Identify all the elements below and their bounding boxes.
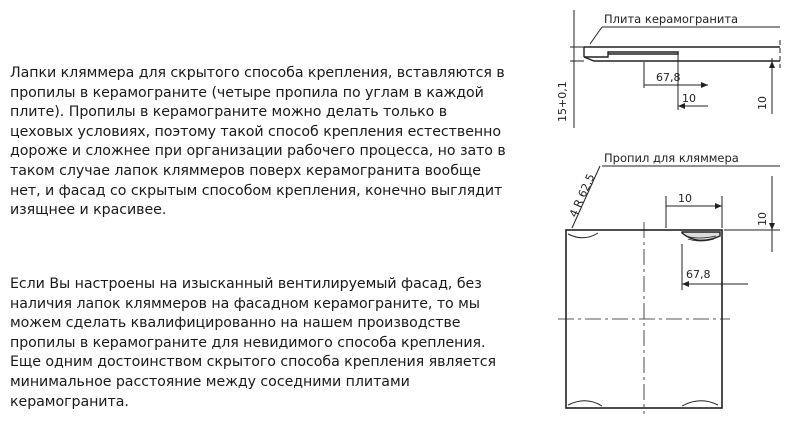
front-view-slot-bottom-right — [682, 401, 718, 406]
front-view-slot-top-left — [568, 233, 598, 238]
front-view-length-label: 67,8 — [686, 268, 711, 281]
front-view-right-arrow — [769, 223, 775, 230]
top-view-length-label: 67,8 — [656, 71, 681, 84]
front-view-length-arrow — [682, 281, 689, 287]
top-view-inner-label: 10 — [682, 92, 696, 105]
top-view-section — [556, 10, 780, 128]
front-view-title: Пропил для кляммера — [604, 151, 739, 165]
top-view-slab-outline — [584, 47, 780, 61]
front-view-radius-label: 4 R 62,5 — [566, 171, 598, 220]
front-view-slot-bottom-left — [568, 401, 602, 406]
top-view-right-arrow — [769, 61, 775, 68]
front-view-top-arrow — [715, 203, 722, 209]
front-view-right-label: 10 — [756, 212, 769, 226]
description-paragraph-2: Если Вы настроены на изысканный вентилируемый фасад, без наличия лапок кляммеров на фасадном керамограните, то мы можем сделать квалифицированно на нашем производстве пропилы в керамограните для невидимого способа крепления. Еще одним достоинством скрытого способа крепления является минимальное расстояние между соседними плитами керамогранита. — [10, 276, 497, 410]
clamp-slot-technical-drawing — [548, 0, 799, 423]
top-view-title: Плита керамогранита — [604, 12, 739, 26]
top-view-leader-tick — [590, 27, 602, 44]
top-view-height-label: 15+0,1 — [556, 81, 569, 122]
top-view-right-label: 10 — [756, 96, 769, 110]
front-view-section — [558, 151, 780, 414]
front-view-top-label: 10 — [678, 192, 692, 205]
top-view-length-arrow — [701, 82, 708, 88]
description-paragraph-1: Лапки кляммера для скрытого способа крепления, вставляются в пропилы в керамограните (четыре пропила по углам в каждой плите). Пропилы в керамограните можно делать только в цеховых условиях, поэтому такой способ крепления естественно дороже и сложнее при организации рабочего процесса, но зато в таком случае лапок кляммеров поверх керамогранита вообще нет, и фасад со скрытым способом крепления, конечно выглядит изящнее и красивее. — [10, 65, 506, 219]
